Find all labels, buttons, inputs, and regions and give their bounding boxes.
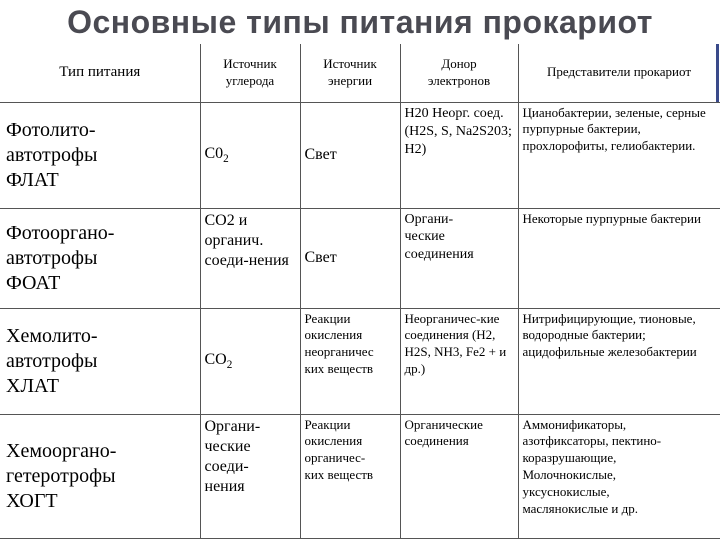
- energy-source: Реакции окисления неорганичес ких веществ: [300, 308, 400, 414]
- header-representatives: Представители прокариот: [518, 44, 720, 102]
- type-name: Фотооргано- автотрофы ФОАТ: [0, 208, 200, 308]
- carbon-subscript: 2: [223, 153, 229, 166]
- table-row: [0, 414, 720, 538]
- electron-donor: Органические соединения: [400, 414, 518, 538]
- carbon-source: CO2 и органич. соеди-нения: [200, 208, 300, 308]
- header-type: Тип питания: [0, 44, 200, 102]
- type-name: Фотолито- автотрофы ФЛАТ: [0, 102, 200, 208]
- header-energy-source: Источник энергии: [300, 44, 400, 102]
- carbon-source: [200, 308, 300, 414]
- header-electron-donor: Донор электронов: [400, 44, 518, 102]
- energy-source: Реакции окисления органичес- ких веществ: [300, 414, 400, 538]
- electron-donor: Неорганичес-кие соединения (H2, H2S, NH3, Fe2 + и др.): [400, 308, 518, 414]
- representatives: Цианобактерии, зеленые, серные пурпурные бактерии, прохлорофиты, гелиобактерии.: [518, 102, 720, 208]
- representatives: Аммонификаторы, азотфиксаторы, пектино- коразрушающие, Молочнокислые, уксуснокислые, маслянокислые и др.: [518, 414, 720, 538]
- table-row: [0, 308, 720, 414]
- table-row: [0, 102, 720, 208]
- page-title: Основные типы питания прокариот: [67, 4, 653, 40]
- carbon-formula: CO: [204, 350, 227, 368]
- carbon-source: [200, 102, 300, 208]
- representatives: Нитрифицирующие, тионовые, водородные бактерии; ацидофильные железобактерии: [518, 308, 720, 414]
- carbon-source: Органи- ческие соеди- нения: [200, 414, 300, 538]
- header-carbon-source: Источник углерода: [200, 44, 300, 102]
- energy-source: Свет: [300, 208, 400, 308]
- table-header-row: [0, 44, 720, 102]
- energy-source: Свет: [300, 102, 400, 208]
- nutrition-types-table: [0, 44, 720, 539]
- electron-donor: Органи- ческие соединения: [400, 208, 518, 308]
- table-row: [0, 208, 720, 308]
- carbon-subscript: 2: [226, 359, 233, 372]
- carbon-formula: C0: [204, 144, 224, 162]
- type-name: Хемолито- автотрофы ХЛАТ: [0, 308, 200, 414]
- representatives: Некоторые пурпурные бактерии: [518, 208, 720, 308]
- type-name: Хемооргано- гетеротрофы ХОГТ: [0, 414, 200, 538]
- electron-donor: H20 Неорг. соед. (H2S, S, Na2S203; H2): [400, 102, 518, 208]
